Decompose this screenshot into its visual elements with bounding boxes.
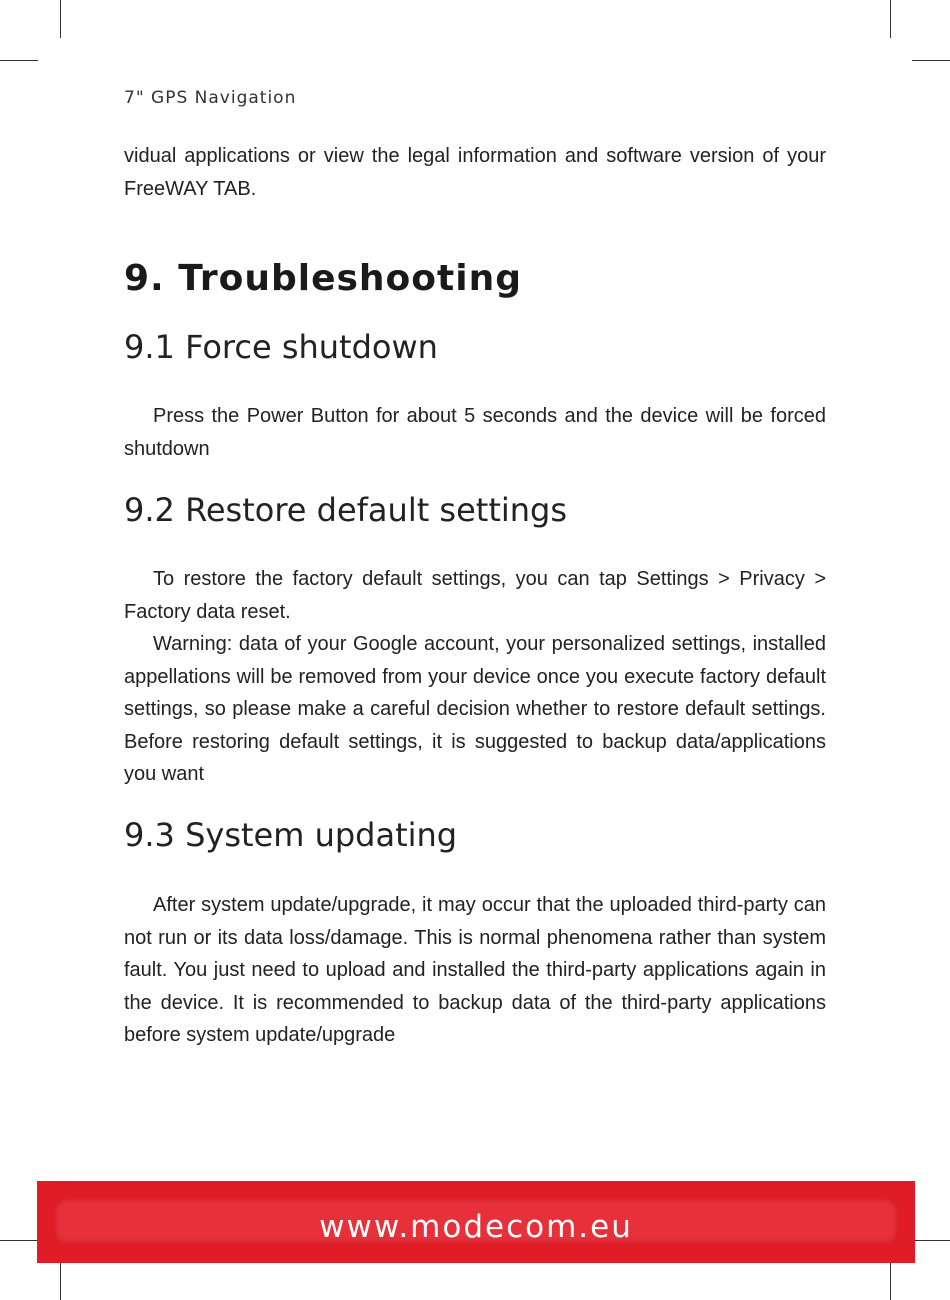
crop-mark <box>912 60 950 61</box>
crop-mark <box>890 0 891 38</box>
section-body-system-updating <box>124 889 826 1052</box>
website-link[interactable]: www.modecom.eu <box>319 1209 633 1245</box>
running-header: 7" GPS Navigation <box>124 88 297 108</box>
crop-mark <box>60 1262 61 1300</box>
section-body-restore-default <box>124 563 826 791</box>
section-heading-force-shutdown: 9.1 Force shutdown <box>124 328 438 366</box>
section-body-force-shutdown <box>124 400 826 465</box>
section-heading-system-updating: 9.3 System updating <box>124 816 458 854</box>
crop-mark <box>0 60 38 61</box>
paragraph: After system update/upgrade, it may occur that the uploaded third-party can not run or its data loss/damage. This is normal phenomena rather than system fault. You just need to upload and installed the third-party applications again in the device. It is recommended to backup data of the third-party applications before system update/upgrade <box>124 894 826 1046</box>
crop-mark <box>0 1240 38 1241</box>
footer-bar <box>37 1181 915 1263</box>
paragraph: Press the Power Button for about 5 seconds and the device will be forced shutdown <box>124 405 826 460</box>
paragraph: Warning: data of your Google account, your personalized settings, installed appellations will be removed from your device once you execute factory default settings, so please make a careful decision whether to restore default settings. Before restoring default settings, it is suggested to backup data/applications you want <box>124 633 826 785</box>
crop-mark <box>890 1262 891 1300</box>
paragraph: To restore the factory default settings, you can tap Settings > Privacy > Factory data reset. <box>124 568 826 623</box>
footer-url-panel <box>55 1199 897 1243</box>
section-heading-restore-default: 9.2 Restore default settings <box>124 491 568 529</box>
intro-text <box>124 140 826 205</box>
crop-mark <box>912 1240 950 1241</box>
chapter-title: 9. Troubleshooting <box>124 258 522 299</box>
crop-mark <box>60 0 61 38</box>
intro-paragraph: vidual applications or view the legal information and software version of your FreeWAY TAB. <box>124 145 826 200</box>
